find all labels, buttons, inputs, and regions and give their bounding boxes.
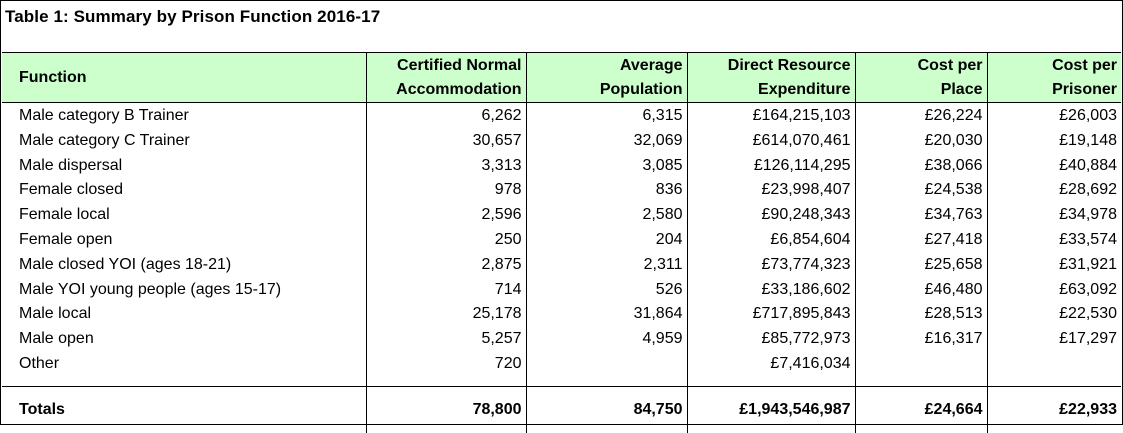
table-row	[2, 278, 1121, 303]
cell-cost-per-prisoner: £40,884	[987, 154, 1121, 179]
cell-population: 204	[526, 228, 687, 253]
totals-expenditure: £1,943,546,987	[687, 386, 855, 433]
header-cost-per-prisoner: Cost per Prisoner	[987, 53, 1121, 103]
header-expenditure: Direct Resource Expenditure	[687, 53, 855, 103]
cell-population	[526, 352, 687, 377]
cell-cost-per-place: £46,480	[855, 278, 987, 303]
cell-expenditure: £7,416,034	[687, 352, 855, 377]
spacer-row	[2, 377, 1121, 387]
header-cna: Certified Normal Accommodation	[366, 53, 526, 103]
table-row	[2, 253, 1121, 278]
cell-cost-per-prisoner: £26,003	[987, 103, 1121, 129]
cell-function: Other	[19, 354, 60, 372]
cell-cost-per-place: £26,224	[855, 103, 987, 129]
table-row	[2, 352, 1121, 377]
cell-cost-per-prisoner: £17,297	[987, 327, 1121, 352]
cell-cost-per-prisoner: £31,921	[987, 253, 1121, 278]
cell-cost-per-prisoner: £34,978	[987, 203, 1121, 228]
totals-population: 84,750	[526, 386, 687, 433]
header-row	[2, 53, 1121, 103]
cell-function: Male closed YOI (ages 18-21)	[19, 255, 232, 273]
cell-cost-per-prisoner: £63,092	[987, 278, 1121, 303]
cell-cna: 25,178	[366, 302, 526, 327]
cell-population: 4,959	[526, 327, 687, 352]
cell-population: 3,085	[526, 154, 687, 179]
cell-cost-per-place: £25,658	[855, 253, 987, 278]
cell-function: Female local	[19, 206, 110, 224]
cell-cost-per-place: £27,418	[855, 228, 987, 253]
cell-cost-per-prisoner	[987, 352, 1121, 377]
table-row	[2, 302, 1121, 327]
table-row	[2, 129, 1121, 154]
totals-cost-per-place: £24,664	[855, 386, 987, 433]
cell-expenditure: £164,215,103	[687, 103, 855, 129]
cell-cost-per-place: £28,513	[855, 302, 987, 327]
summary-table	[2, 52, 1121, 433]
totals-label: Totals	[2, 386, 366, 433]
cell-expenditure: £90,248,343	[687, 203, 855, 228]
header-cost-per-place: Cost per Place	[855, 53, 987, 103]
cell-cost-per-prisoner: £33,574	[987, 228, 1121, 253]
cell-expenditure: £614,070,461	[687, 129, 855, 154]
cell-function: Male dispersal	[19, 156, 123, 174]
table-row	[2, 203, 1121, 228]
cell-population: 526	[526, 278, 687, 303]
cell-expenditure: £23,998,407	[687, 178, 855, 203]
table-row	[2, 154, 1121, 179]
cell-cost-per-place: £24,538	[855, 178, 987, 203]
cell-cna: 2,596	[366, 203, 526, 228]
cell-expenditure: £126,114,295	[687, 154, 855, 179]
cell-expenditure: £717,895,843	[687, 302, 855, 327]
cell-cna: 2,875	[366, 253, 526, 278]
cell-cost-per-place: £20,030	[855, 129, 987, 154]
cell-population: 6,315	[526, 103, 687, 129]
table-row	[2, 103, 1121, 129]
cell-expenditure: £33,186,602	[687, 278, 855, 303]
cell-expenditure: £85,772,973	[687, 327, 855, 352]
table-row	[2, 327, 1121, 352]
cell-function: Male category B Trainer	[19, 107, 189, 124]
table-row	[2, 178, 1121, 203]
cell-expenditure: £6,854,604	[687, 228, 855, 253]
cell-population: 836	[526, 178, 687, 203]
cell-cost-per-place: £34,763	[855, 203, 987, 228]
cell-function: Male open	[19, 330, 94, 348]
cell-function: Female open	[19, 230, 113, 248]
cell-cna: 978	[366, 178, 526, 203]
cell-population: 32,069	[526, 129, 687, 154]
cell-function: Male local	[19, 305, 92, 323]
cell-cna: 3,313	[366, 154, 526, 179]
header-population: Average Population	[526, 53, 687, 103]
cell-population: 2,311	[526, 253, 687, 278]
cell-cna: 6,262	[366, 103, 526, 129]
table-title: Table 1: Summary by Prison Function 2016-17	[5, 7, 381, 26]
cell-cna: 720	[366, 352, 526, 377]
cell-population: 31,864	[526, 302, 687, 327]
cell-expenditure: £73,774,323	[687, 253, 855, 278]
table-row	[2, 228, 1121, 253]
cell-cna: 714	[366, 278, 526, 303]
cell-function: Male category C Trainer	[19, 131, 190, 149]
cell-function: Female closed	[19, 181, 124, 199]
cell-cost-per-prisoner: £22,530	[987, 302, 1121, 327]
cell-cost-per-place	[855, 352, 987, 377]
cell-cna: 5,257	[366, 327, 526, 352]
totals-cna: 78,800	[366, 386, 526, 433]
totals-cost-per-prisoner: £22,933	[987, 386, 1121, 433]
cell-cost-per-prisoner: £28,692	[987, 178, 1121, 203]
cell-cna: 250	[366, 228, 526, 253]
cell-cost-per-prisoner: £19,148	[987, 129, 1121, 154]
cell-function: Male YOI young people (ages 15-17)	[19, 280, 282, 298]
totals-row	[2, 386, 1121, 433]
cell-cna: 30,657	[366, 129, 526, 154]
cell-cost-per-place: £16,317	[855, 327, 987, 352]
header-function: Function	[2, 53, 366, 103]
cell-population: 2,580	[526, 203, 687, 228]
cell-cost-per-place: £38,066	[855, 154, 987, 179]
